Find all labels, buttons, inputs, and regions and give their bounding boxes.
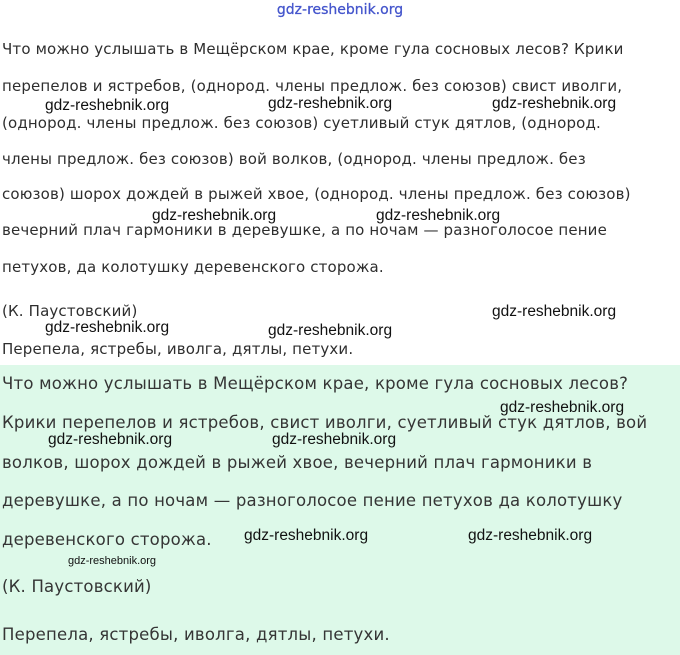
watermark-small: gdz-reshebnik.org <box>68 555 157 567</box>
watermark: gdz-reshebnik.org <box>152 207 277 224</box>
original-line: волков, шорох дождей в рыжей хвое, вечерний плач гармоники в <box>2 453 593 472</box>
analysis-line: (однород. члены предлож. без союзов) суетливый стук дятлов, (однород. <box>2 114 601 132</box>
original-line: Что можно услышать в Мещёрском крае, кроме гула сосновых лесов? <box>2 374 629 393</box>
watermark: gdz-reshebnik.org <box>376 207 501 224</box>
analysis-line: союзов) шорох дождей в рыжей хвое, (однород. члены предлож. без союзов) <box>2 185 631 203</box>
watermark: gdz-reshebnik.org <box>45 97 170 114</box>
watermark: gdz-reshebnik.org <box>244 527 369 544</box>
analysis-author: (К. Паустовский) <box>2 302 138 320</box>
original-line: деревушке, а по ночам — разноголосое пение петухов да колотушку <box>2 491 623 510</box>
header-watermark[interactable]: gdz-reshebnik.org <box>276 2 404 18</box>
watermark: gdz-reshebnik.org <box>272 431 397 448</box>
analysis-line: петухов, да колотушку деревенского сторожа. <box>2 258 384 276</box>
watermark: gdz-reshebnik.org <box>45 319 170 336</box>
watermark: gdz-reshebnik.org <box>48 431 173 448</box>
watermark: gdz-reshebnik.org <box>500 399 625 416</box>
original-author: (К. Паустовский) <box>2 577 152 596</box>
original-answer: Перепела, ястребы, иволга, дятлы, петухи. <box>2 625 390 644</box>
watermark: gdz-reshebnik.org <box>492 95 617 112</box>
watermark: gdz-reshebnik.org <box>268 95 393 112</box>
watermark: gdz-reshebnik.org <box>492 303 617 320</box>
watermark: gdz-reshebnik.org <box>268 322 393 339</box>
original-line: Крики перепелов и ястребов, свист иволги, суетливый стук дятлов, вой <box>2 413 648 432</box>
original-line: деревенского сторожа. <box>2 530 212 549</box>
analysis-line: вечерний плач гармоники в деревушке, а по ночам — разноголосое пение <box>2 221 607 239</box>
watermark: gdz-reshebnik.org <box>468 527 593 544</box>
analysis-line: перепелов и ястребов, (однород. члены предлож. без союзов) свист иволги, <box>2 77 623 95</box>
analysis-answer: Перепела, ястребы, иволга, дятлы, петухи. <box>2 340 354 358</box>
analysis-line: члены предлож. без союзов) вой волков, (однород. члены предлож. без <box>2 150 586 168</box>
analysis-line: Что можно услышать в Мещёрском крае, кроме гула сосновых лесов? Крики <box>2 40 624 58</box>
